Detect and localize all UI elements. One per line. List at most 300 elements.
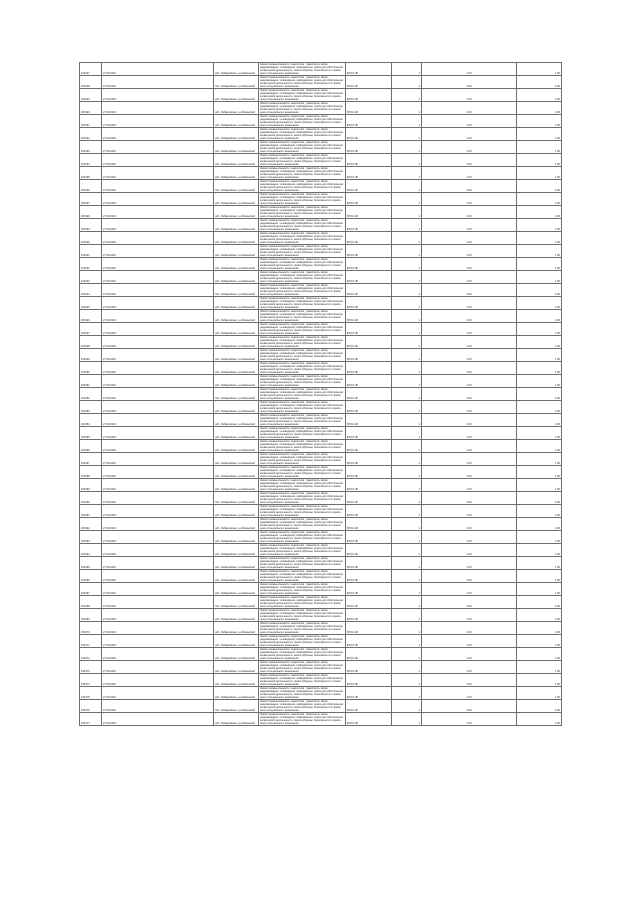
price-cell: 1,00 <box>422 206 517 219</box>
cadastral-number: 27:20:0410 <box>102 89 214 102</box>
cadastral-number: 27:20:0410 <box>102 388 214 401</box>
table-row <box>80 388 562 401</box>
category-cell: Земли промышленности, энергетики, транспорта, связи, радиовещания, телевидения, информатики, земли для обеспечения космической деятельности, земли обороны, безопасности и земли иного специального назначения <box>259 323 346 336</box>
use-cell: ВЛ 10 кВ <box>346 492 392 505</box>
area-cell: 1 <box>392 544 422 557</box>
row-number: 106169 <box>80 609 102 622</box>
address-cell: обл. Хабаровская, р-н Бикинский <box>214 570 259 583</box>
use-cell: ВЛ 10 кВ <box>346 427 392 440</box>
area-cell: 1 <box>392 63 422 76</box>
row-number: 106141 <box>80 245 102 258</box>
sum-cell: 1,00 <box>517 505 562 518</box>
category-cell: Земли промышленности, энергетики, транспорта, связи, радиовещания, телевидения, информатики, земли для обеспечения космической деятельности, земли обороны, безопасности и земли иного специального назначения <box>259 310 346 323</box>
category-cell: Земли промышленности, энергетики, транспорта, связи, радиовещания, телевидения, информатики, земли для обеспечения космической деятельности, земли обороны, безопасности и земли иного специального назначения <box>259 232 346 245</box>
price-cell: 1,00 <box>422 492 517 505</box>
registry-sheet <box>79 62 561 726</box>
sum-cell: 1,00 <box>517 583 562 596</box>
area-cell: 1 <box>392 687 422 700</box>
use-cell: ВЛ 10 кВ <box>346 388 392 401</box>
category-cell: Земли промышленности, энергетики, транспорта, связи, радиовещания, телевидения, информатики, земли для обеспечения космической деятельности, земли обороны, безопасности и земли иного специального назначения <box>259 544 346 557</box>
sum-cell: 1,00 <box>517 466 562 479</box>
area-cell: 1 <box>392 531 422 544</box>
category-cell: Земли промышленности, энергетики, транспорта, связи, радиовещания, телевидения, информатики, земли для обеспечения космической деятельности, земли обороны, безопасности и земли иного специального назначения <box>259 492 346 505</box>
sum-cell: 1,00 <box>517 258 562 271</box>
price-cell: 1,00 <box>422 349 517 362</box>
area-cell: 1 <box>392 167 422 180</box>
table-row <box>80 609 562 622</box>
table-row <box>80 63 562 76</box>
row-number: 106172 <box>80 648 102 661</box>
cadastral-number: 27:20:0410 <box>102 284 214 297</box>
category-cell: Земли промышленности, энергетики, транспорта, связи, радиовещания, телевидения, информатики, земли для обеспечения космической деятельности, земли обороны, безопасности и земли иного специального назначения <box>259 206 346 219</box>
row-number: 106152 <box>80 388 102 401</box>
row-number: 106135 <box>80 167 102 180</box>
area-cell: 1 <box>392 622 422 635</box>
area-cell: 1 <box>392 323 422 336</box>
use-cell: ВЛ 10 кВ <box>346 258 392 271</box>
category-cell: Земли промышленности, энергетики, транспорта, связи, радиовещания, телевидения, информатики, земли для обеспечения космической деятельности, земли обороны, безопасности и земли иного специального назначения <box>259 661 346 674</box>
price-cell: 1,00 <box>422 661 517 674</box>
use-cell: ВЛ 10 кВ <box>346 115 392 128</box>
row-number: 106158 <box>80 466 102 479</box>
address-cell: обл. Хабаровская, р-н Бикинский <box>214 323 259 336</box>
category-cell: Земли промышленности, энергетики, транспорта, связи, радиовещания, телевидения, информатики, земли для обеспечения космической деятельности, земли обороны, безопасности и земли иного специального назначения <box>259 76 346 89</box>
address-cell: обл. Хабаровская, р-н Бикинский <box>214 167 259 180</box>
table-row <box>80 557 562 570</box>
area-cell: 1 <box>392 674 422 687</box>
address-cell: обл. Хабаровская, р-н Бикинский <box>214 245 259 258</box>
cadastral-number: 27:20:0410 <box>102 362 214 375</box>
use-cell: ВЛ 10 кВ <box>346 518 392 531</box>
table-row <box>80 505 562 518</box>
sum-cell: 1,00 <box>517 375 562 388</box>
use-cell: ВЛ 10 кВ <box>346 284 392 297</box>
address-cell: обл. Хабаровская, р-н Бикинский <box>214 258 259 271</box>
category-cell: Земли промышленности, энергетики, транспорта, связи, радиовещания, телевидения, информатики, земли для обеспечения космической деятельности, земли обороны, безопасности и земли иного специального назначения <box>259 336 346 349</box>
area-cell: 1 <box>392 284 422 297</box>
use-cell: ВЛ 10 кВ <box>346 76 392 89</box>
cadastral-number: 27:20:0410 <box>102 76 214 89</box>
price-cell: 1,00 <box>422 141 517 154</box>
area-cell: 1 <box>392 713 422 726</box>
table-row <box>80 167 562 180</box>
address-cell: обл. Хабаровская, р-н Бикинский <box>214 661 259 674</box>
use-cell: ВЛ 10 кВ <box>346 167 392 180</box>
address-cell: обл. Хабаровская, р-н Бикинский <box>214 453 259 466</box>
cadastral-number: 27:20:0410 <box>102 518 214 531</box>
area-cell: 1 <box>392 427 422 440</box>
area-cell: 1 <box>392 271 422 284</box>
sum-cell: 1,00 <box>517 388 562 401</box>
table-row <box>80 245 562 258</box>
area-cell: 1 <box>392 128 422 141</box>
category-cell: Земли промышленности, энергетики, транспорта, связи, радиовещания, телевидения, информатики, земли для обеспечения космической деятельности, земли обороны, безопасности и земли иного специального назначения <box>259 700 346 713</box>
table-row <box>80 154 562 167</box>
cadastral-number: 27:20:0410 <box>102 479 214 492</box>
use-cell: ВЛ 10 кВ <box>346 557 392 570</box>
address-cell: обл. Хабаровская, р-н Бикинский <box>214 297 259 310</box>
price-cell: 1,00 <box>422 232 517 245</box>
row-number: 106170 <box>80 622 102 635</box>
price-cell: 1,00 <box>422 102 517 115</box>
price-cell: 1,00 <box>422 271 517 284</box>
area-cell: 1 <box>392 180 422 193</box>
area-cell: 1 <box>392 375 422 388</box>
cadastral-number: 27:20:0410 <box>102 440 214 453</box>
use-cell: ВЛ 10 кВ <box>346 648 392 661</box>
use-cell: ВЛ 10 кВ <box>346 154 392 167</box>
category-cell: Земли промышленности, энергетики, транспорта, связи, радиовещания, телевидения, информатики, земли для обеспечения космической деятельности, земли обороны, безопасности и земли иного специального назначения <box>259 193 346 206</box>
table-row <box>80 310 562 323</box>
row-number: 106129 <box>80 89 102 102</box>
row-number: 106145 <box>80 297 102 310</box>
cadastral-number: 27:20:0410 <box>102 596 214 609</box>
table-row <box>80 89 562 102</box>
address-cell: обл. Хабаровская, р-н Бикинский <box>214 232 259 245</box>
table-row <box>80 271 562 284</box>
price-cell: 1,00 <box>422 453 517 466</box>
area-cell: 1 <box>392 518 422 531</box>
row-number: 106132 <box>80 128 102 141</box>
sum-cell: 1,00 <box>517 232 562 245</box>
sum-cell: 1,00 <box>517 531 562 544</box>
category-cell: Земли промышленности, энергетики, транспорта, связи, радиовещания, телевидения, информатики, земли для обеспечения космической деятельности, земли обороны, безопасности и земли иного специального назначения <box>259 505 346 518</box>
category-cell: Земли промышленности, энергетики, транспорта, связи, радиовещания, телевидения, информатики, земли для обеспечения космической деятельности, земли обороны, безопасности и земли иного специального назначения <box>259 622 346 635</box>
category-cell: Земли промышленности, энергетики, транспорта, связи, радиовещания, телевидения, информатики, земли для обеспечения космической деятельности, земли обороны, безопасности и земли иного специального назначения <box>259 128 346 141</box>
sum-cell: 1,00 <box>517 518 562 531</box>
address-cell: обл. Хабаровская, р-н Бикинский <box>214 557 259 570</box>
table-row <box>80 622 562 635</box>
category-cell: Земли промышленности, энергетики, транспорта, связи, радиовещания, телевидения, информатики, земли для обеспечения космической деятельности, земли обороны, безопасности и земли иного специального назначения <box>259 102 346 115</box>
table-row <box>80 375 562 388</box>
address-cell: обл. Хабаровская, р-н Бикинский <box>214 492 259 505</box>
sum-cell: 1,00 <box>517 284 562 297</box>
category-cell: Земли промышленности, энергетики, транспорта, связи, радиовещания, телевидения, информатики, земли для обеспечения космической деятельности, земли обороны, безопасности и земли иного специального назначения <box>259 596 346 609</box>
address-cell: обл. Хабаровская, р-н Бикинский <box>214 596 259 609</box>
table-row <box>80 323 562 336</box>
sum-cell: 1,00 <box>517 479 562 492</box>
table-row <box>80 193 562 206</box>
area-cell: 1 <box>392 141 422 154</box>
cadastral-number: 27:20:0410 <box>102 128 214 141</box>
row-number: 106138 <box>80 206 102 219</box>
row-number: 106156 <box>80 440 102 453</box>
row-number: 106166 <box>80 570 102 583</box>
cadastral-number: 27:20:0410 <box>102 102 214 115</box>
address-cell: обл. Хабаровская, р-н Бикинский <box>214 648 259 661</box>
address-cell: обл. Хабаровская, р-н Бикинский <box>214 622 259 635</box>
use-cell: ВЛ 10 кВ <box>346 323 392 336</box>
row-number: 106134 <box>80 154 102 167</box>
row-number: 106139 <box>80 219 102 232</box>
cadastral-number: 27:20:0410 <box>102 349 214 362</box>
price-cell: 1,00 <box>422 375 517 388</box>
cadastral-number: 27:20:0410 <box>102 492 214 505</box>
area-cell: 1 <box>392 193 422 206</box>
cadastral-number: 27:20:0410 <box>102 180 214 193</box>
row-number: 106130 <box>80 102 102 115</box>
area-cell: 1 <box>392 583 422 596</box>
use-cell: ВЛ 10 кВ <box>346 453 392 466</box>
table-row <box>80 349 562 362</box>
row-number: 106128 <box>80 76 102 89</box>
price-cell: 1,00 <box>422 401 517 414</box>
category-cell: Земли промышленности, энергетики, транспорта, связи, радиовещания, телевидения, информатики, земли для обеспечения космической деятельности, земли обороны, безопасности и земли иного специального назначения <box>259 349 346 362</box>
sum-cell: 1,00 <box>517 557 562 570</box>
price-cell: 1,00 <box>422 362 517 375</box>
use-cell: ВЛ 10 кВ <box>346 180 392 193</box>
address-cell: обл. Хабаровская, р-н Бикинский <box>214 336 259 349</box>
sum-cell: 1,00 <box>517 180 562 193</box>
category-cell: Земли промышленности, энергетики, транспорта, связи, радиовещания, телевидения, информатики, земли для обеспечения космической деятельности, земли обороны, безопасности и земли иного специального назначения <box>259 427 346 440</box>
cadastral-number: 27:20:0410 <box>102 700 214 713</box>
row-number: 106168 <box>80 596 102 609</box>
address-cell: обл. Хабаровская, р-н Бикинский <box>214 89 259 102</box>
category-cell: Земли промышленности, энергетики, транспорта, связи, радиовещания, телевидения, информатики, земли для обеспечения космической деятельности, земли обороны, безопасности и земли иного специального назначения <box>259 271 346 284</box>
price-cell: 1,00 <box>422 167 517 180</box>
row-number: 106171 <box>80 635 102 648</box>
address-cell: обл. Хабаровская, р-н Бикинский <box>214 518 259 531</box>
cadastral-number: 27:20:0410 <box>102 141 214 154</box>
price-cell: 1,00 <box>422 154 517 167</box>
table-row <box>80 635 562 648</box>
cadastral-number: 27:20:0410 <box>102 323 214 336</box>
area-cell: 1 <box>392 76 422 89</box>
table-row <box>80 544 562 557</box>
price-cell: 1,00 <box>422 128 517 141</box>
row-number: 106140 <box>80 232 102 245</box>
row-number: 106157 <box>80 453 102 466</box>
use-cell: ВЛ 10 кВ <box>346 401 392 414</box>
use-cell: ВЛ 10 кВ <box>346 635 392 648</box>
table-row <box>80 453 562 466</box>
use-cell: ВЛ 10 кВ <box>346 674 392 687</box>
sum-cell: 1,00 <box>517 674 562 687</box>
sum-cell: 1,00 <box>517 648 562 661</box>
use-cell: ВЛ 10 кВ <box>346 206 392 219</box>
table-row <box>80 414 562 427</box>
use-cell: ВЛ 10 кВ <box>346 414 392 427</box>
sum-cell: 1,00 <box>517 596 562 609</box>
use-cell: ВЛ 10 кВ <box>346 687 392 700</box>
row-number: 106148 <box>80 336 102 349</box>
price-cell: 1,00 <box>422 414 517 427</box>
price-cell: 1,00 <box>422 596 517 609</box>
category-cell: Земли промышленности, энергетики, транспорта, связи, радиовещания, телевидения, информатики, земли для обеспечения космической деятельности, земли обороны, безопасности и земли иного специального назначения <box>259 713 346 726</box>
cadastral-number: 27:20:0410 <box>102 375 214 388</box>
use-cell: ВЛ 10 кВ <box>346 336 392 349</box>
area-cell: 1 <box>392 115 422 128</box>
area-cell: 1 <box>392 505 422 518</box>
address-cell: обл. Хабаровская, р-н Бикинский <box>214 583 259 596</box>
price-cell: 1,00 <box>422 609 517 622</box>
address-cell: обл. Хабаровская, р-н Бикинский <box>214 271 259 284</box>
row-number: 106136 <box>80 180 102 193</box>
table-row <box>80 583 562 596</box>
use-cell: ВЛ 10 кВ <box>346 102 392 115</box>
price-cell: 1,00 <box>422 63 517 76</box>
category-cell: Земли промышленности, энергетики, транспорта, связи, радиовещания, телевидения, информатики, земли для обеспечения космической деятельности, земли обороны, безопасности и земли иного специального назначения <box>259 466 346 479</box>
table-row <box>80 258 562 271</box>
address-cell: обл. Хабаровская, р-н Бикинский <box>214 466 259 479</box>
address-cell: обл. Хабаровская, р-н Бикинский <box>214 310 259 323</box>
use-cell: ВЛ 10 кВ <box>346 700 392 713</box>
address-cell: обл. Хабаровская, р-н Бикинский <box>214 635 259 648</box>
cadastral-number: 27:20:0410 <box>102 505 214 518</box>
price-cell: 1,00 <box>422 284 517 297</box>
area-cell: 1 <box>392 89 422 102</box>
table-row <box>80 362 562 375</box>
row-number: 106133 <box>80 141 102 154</box>
category-cell: Земли промышленности, энергетики, транспорта, связи, радиовещания, телевидения, информатики, земли для обеспечения космической деятельности, земли обороны, безопасности и земли иного специального назначения <box>259 154 346 167</box>
row-number: 106175 <box>80 687 102 700</box>
area-cell: 1 <box>392 102 422 115</box>
price-cell: 1,00 <box>422 687 517 700</box>
category-cell: Земли промышленности, энергетики, транспорта, связи, радиовещания, телевидения, информатики, земли для обеспечения космической деятельности, земли обороны, безопасности и земли иного специального назначения <box>259 401 346 414</box>
area-cell: 1 <box>392 388 422 401</box>
table-row <box>80 492 562 505</box>
use-cell: ВЛ 10 кВ <box>346 570 392 583</box>
sum-cell: 1,00 <box>517 154 562 167</box>
price-cell: 1,00 <box>422 76 517 89</box>
cadastral-number: 27:20:0410 <box>102 544 214 557</box>
use-cell: ВЛ 10 кВ <box>346 479 392 492</box>
cadastral-number: 27:20:0410 <box>102 674 214 687</box>
row-number: 106164 <box>80 544 102 557</box>
area-cell: 1 <box>392 297 422 310</box>
sum-cell: 1,00 <box>517 622 562 635</box>
area-cell: 1 <box>392 661 422 674</box>
cadastral-number: 27:20:0410 <box>102 453 214 466</box>
price-cell: 1,00 <box>422 583 517 596</box>
area-cell: 1 <box>392 570 422 583</box>
price-cell: 1,00 <box>422 622 517 635</box>
cadastral-number: 27:20:0410 <box>102 466 214 479</box>
area-cell: 1 <box>392 362 422 375</box>
use-cell: ВЛ 10 кВ <box>346 89 392 102</box>
price-cell: 1,00 <box>422 635 517 648</box>
price-cell: 1,00 <box>422 310 517 323</box>
use-cell: ВЛ 10 кВ <box>346 349 392 362</box>
table-row <box>80 596 562 609</box>
use-cell: ВЛ 10 кВ <box>346 531 392 544</box>
address-cell: обл. Хабаровская, р-н Бикинский <box>214 388 259 401</box>
category-cell: Земли промышленности, энергетики, транспорта, связи, радиовещания, телевидения, информатики, земли для обеспечения космической деятельности, земли обороны, безопасности и земли иного специального назначения <box>259 518 346 531</box>
area-cell: 1 <box>392 336 422 349</box>
address-cell: обл. Хабаровская, р-н Бикинский <box>214 427 259 440</box>
table-row <box>80 401 562 414</box>
category-cell: Земли промышленности, энергетики, транспорта, связи, радиовещания, телевидения, информатики, земли для обеспечения космической деятельности, земли обороны, безопасности и земли иного специального назначения <box>259 219 346 232</box>
table-row <box>80 115 562 128</box>
cadastral-number: 27:20:0410 <box>102 713 214 726</box>
category-cell: Земли промышленности, энергетики, транспорта, связи, радиовещания, телевидения, информатики, земли для обеспечения космической деятельности, земли обороны, безопасности и земли иного специального назначения <box>259 557 346 570</box>
row-number: 106167 <box>80 583 102 596</box>
address-cell: обл. Хабаровская, р-н Бикинский <box>214 154 259 167</box>
cadastral-number: 27:20:0410 <box>102 531 214 544</box>
row-number: 106177 <box>80 713 102 726</box>
category-cell: Земли промышленности, энергетики, транспорта, связи, радиовещания, телевидения, информатики, земли для обеспечения космической деятельности, земли обороны, безопасности и земли иного специального назначения <box>259 648 346 661</box>
category-cell: Земли промышленности, энергетики, транспорта, связи, радиовещания, телевидения, информатики, земли для обеспечения космической деятельности, земли обороны, безопасности и земли иного специального назначения <box>259 245 346 258</box>
row-number: 106142 <box>80 258 102 271</box>
row-number: 106151 <box>80 375 102 388</box>
row-number: 106150 <box>80 362 102 375</box>
category-cell: Земли промышленности, энергетики, транспорта, связи, радиовещания, телевидения, информатики, земли для обеспечения космической деятельности, земли обороны, безопасности и земли иного специального назначения <box>259 479 346 492</box>
sum-cell: 1,00 <box>517 245 562 258</box>
table-row <box>80 531 562 544</box>
address-cell: обл. Хабаровская, р-н Бикинский <box>214 544 259 557</box>
table-row <box>80 700 562 713</box>
table-row <box>80 232 562 245</box>
price-cell: 1,00 <box>422 180 517 193</box>
cadastral-number: 27:20:0410 <box>102 245 214 258</box>
category-cell: Земли промышленности, энергетики, транспорта, связи, радиовещания, телевидения, информатики, земли для обеспечения космической деятельности, земли обороны, безопасности и земли иного специального назначения <box>259 297 346 310</box>
cadastral-number: 27:20:0410 <box>102 232 214 245</box>
category-cell: Земли промышленности, энергетики, транспорта, связи, радиовещания, телевидения, информатики, земли для обеспечения космической деятельности, земли обороны, безопасности и земли иного специального назначения <box>259 414 346 427</box>
category-cell: Земли промышленности, энергетики, транспорта, связи, радиовещания, телевидения, информатики, земли для обеспечения космической деятельности, земли обороны, безопасности и земли иного специального назначения <box>259 141 346 154</box>
land-parcel-table <box>79 62 562 726</box>
use-cell: ВЛ 10 кВ <box>346 128 392 141</box>
address-cell: обл. Хабаровская, р-н Бикинский <box>214 219 259 232</box>
cadastral-number: 27:20:0410 <box>102 310 214 323</box>
sum-cell: 1,00 <box>517 336 562 349</box>
price-cell: 1,00 <box>422 115 517 128</box>
cadastral-number: 27:20:0410 <box>102 414 214 427</box>
area-cell: 1 <box>392 414 422 427</box>
address-cell: обл. Хабаровская, р-н Бикинский <box>214 687 259 700</box>
category-cell: Земли промышленности, энергетики, транспорта, связи, радиовещания, телевидения, информатики, земли для обеспечения космической деятельности, земли обороны, безопасности и земли иного специального назначения <box>259 583 346 596</box>
area-cell: 1 <box>392 401 422 414</box>
table-row <box>80 297 562 310</box>
sum-cell: 1,00 <box>517 453 562 466</box>
sum-cell: 1,00 <box>517 76 562 89</box>
use-cell: ВЛ 10 кВ <box>346 193 392 206</box>
use-cell: ВЛ 10 кВ <box>346 505 392 518</box>
address-cell: обл. Хабаровская, р-н Бикинский <box>214 674 259 687</box>
row-number: 106153 <box>80 401 102 414</box>
use-cell: ВЛ 10 кВ <box>346 232 392 245</box>
price-cell: 1,00 <box>422 505 517 518</box>
address-cell: обл. Хабаровская, р-н Бикинский <box>214 76 259 89</box>
cadastral-number: 27:20:0410 <box>102 401 214 414</box>
table-row <box>80 141 562 154</box>
use-cell: ВЛ 10 кВ <box>346 609 392 622</box>
area-cell: 1 <box>392 466 422 479</box>
table-row <box>80 674 562 687</box>
address-cell: обл. Хабаровская, р-н Бикинский <box>214 128 259 141</box>
area-cell: 1 <box>392 648 422 661</box>
table-row <box>80 687 562 700</box>
table-row <box>80 479 562 492</box>
sum-cell: 1,00 <box>517 414 562 427</box>
row-number: 106147 <box>80 323 102 336</box>
use-cell: ВЛ 10 кВ <box>346 271 392 284</box>
category-cell: Земли промышленности, энергетики, транспорта, связи, радиовещания, телевидения, информатики, земли для обеспечения космической деятельности, земли обороны, безопасности и земли иного специального назначения <box>259 609 346 622</box>
price-cell: 1,00 <box>422 323 517 336</box>
sum-cell: 1,00 <box>517 115 562 128</box>
price-cell: 1,00 <box>422 297 517 310</box>
category-cell: Земли промышленности, энергетики, транспорта, связи, радиовещания, телевидения, информатики, земли для обеспечения космической деятельности, земли обороны, безопасности и земли иного специального назначения <box>259 362 346 375</box>
address-cell: обл. Хабаровская, р-н Бикинский <box>214 206 259 219</box>
row-number: 106143 <box>80 271 102 284</box>
price-cell: 1,00 <box>422 544 517 557</box>
cadastral-number: 27:20:0410 <box>102 687 214 700</box>
category-cell: Земли промышленности, энергетики, транспорта, связи, радиовещания, телевидения, информатики, земли для обеспечения космической деятельности, земли обороны, безопасности и земли иного специального назначения <box>259 687 346 700</box>
price-cell: 1,00 <box>422 479 517 492</box>
use-cell: ВЛ 10 кВ <box>346 544 392 557</box>
cadastral-number: 27:20:0410 <box>102 557 214 570</box>
category-cell: Земли промышленности, энергетики, транспорта, связи, радиовещания, телевидения, информатики, земли для обеспечения космической деятельности, земли обороны, безопасности и земли иного специального назначения <box>259 284 346 297</box>
area-cell: 1 <box>392 609 422 622</box>
